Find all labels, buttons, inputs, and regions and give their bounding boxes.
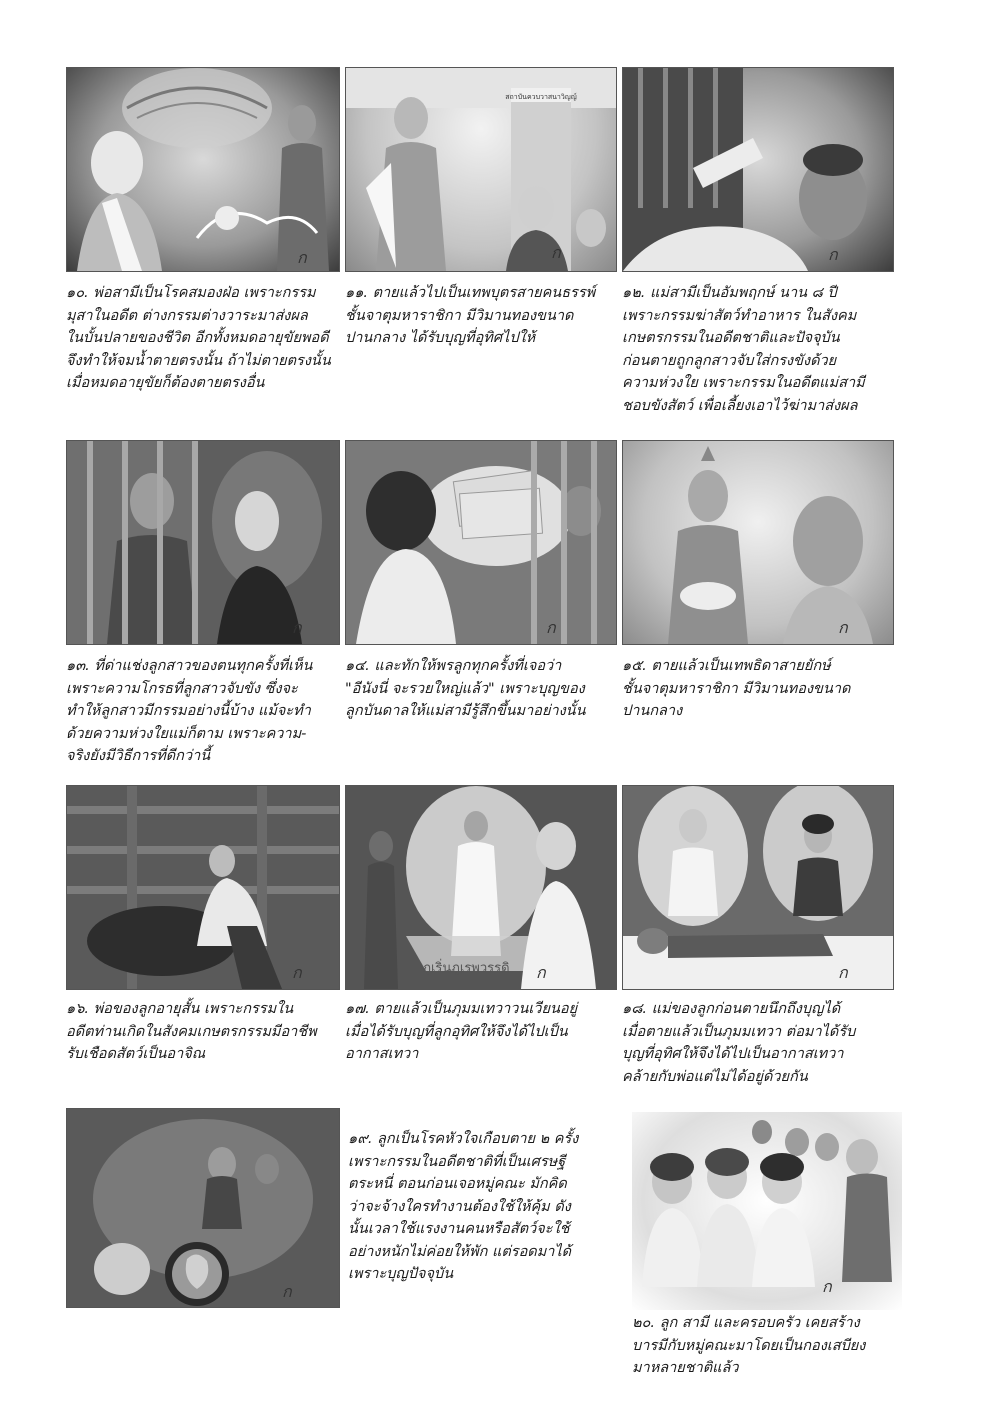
illustration-15 — [622, 440, 894, 645]
signature-mark: ก — [536, 963, 546, 982]
signature-mark: ก — [292, 963, 302, 982]
caption-20: ๒๐. ลูก สามี และครอบครัว เคยสร้าง บารมีกับหมู่คณะมาโดยเป็นกองเสบียง มาหลายชาติแล้ว — [632, 1315, 866, 1376]
signature-mark: ก — [292, 618, 302, 637]
caption-10: ๑๐. พ่อสามีเป็นโรคสมองฝ่อ เพราะกรรม มุสาในอดีต ต่างกรรมต่างวาระมาส่งผล ในบั้นปลายของชีวิต อีกทั้งหมดอายุขัยพอดี จึงทำให้จมน้ำตายตรงนั้น ถ้าไม่ตายตรงนั้น เมื่อหมดอายุขัยก็ต้องตายตรงอื่น — [66, 285, 331, 391]
signature-mark: ก — [838, 618, 848, 637]
signature-mark: ก — [546, 618, 556, 637]
illustration-20 — [632, 1112, 902, 1310]
caption-13: ๑๓. ที่ด่าแช่งลูกสาวของตนทุกครั้งที่เห็น เพราะความโกรธที่ลูกสาวจับขัง ซึ่งจะ ทำให้ลูกสาวมีกรรมอย่างนี้บ้าง แม้จะทำ ด้วยความห่วงใยแม่ก็ตาม เพราะความ- จริงยังมีวิธีการที่ดีกว่านี้ — [66, 658, 313, 764]
illustration-17 — [345, 785, 617, 990]
signature-mark: ก — [297, 248, 307, 267]
illustration-19 — [66, 1108, 340, 1308]
illustration-10 — [66, 67, 340, 272]
signature-mark: ก — [822, 1277, 832, 1296]
signature-mark: ก — [551, 243, 561, 262]
illustration-14 — [345, 440, 617, 645]
caption-11: ๑๑. ตายแล้วไปเป็นเทพบุตรสายคนธรรพ์ ชั้นจาตุมหาราชิกา มีวิมานทองขนาด ปานกลาง ได้รับบุญที่อุทิศไปให้ — [345, 285, 596, 346]
caption-16: ๑๖. พ่อของลูกอายุสั้น เพราะกรรมใน อดีตท่านเกิดในสังคมเกษตรกรรมมีอาชีพ รับเชือดสัตว์เป็นอาจิณ — [66, 1001, 317, 1062]
signature-mark: ก — [838, 963, 848, 982]
illustration-12 — [622, 67, 894, 272]
illustration-13 — [66, 440, 340, 645]
caption-19: ๑๙. ลูกเป็นโรคหัวใจเกือบตาย ๒ ครั้ง เพราะกรรมในอดีตชาติที่เป็นเศรษฐี ตระหนี่ ตอนก่อนเจอหมู่คณะ มักคิด ว่าจะจ้างใครทำงานต้องใช้ให้คุ้ม ดัง นั้นเวลาใช้แรงงานคนหรือสัตว์จะใช้ อย่างหนักไม่ค่อยให้พัก แต่รอดมาได้ เพราะบุญปัจจุบัน — [348, 1131, 579, 1282]
caption-12: ๑๒. แม่สามีเป็นอัมพฤกษ์ นาน ๘ ปี เพราะกรรมฆ่าสัตว์ทำอาหาร ในสังคม เกษตรกรรมในอดีตชาติและปัจจุบัน ก่อนตายถูกลูกสาวจับใส่กรงขังด้วย ความห่วงใย เพราะกรรมในอดีตแม่สามี ชอบขังสัตว์ เพื่อเลี้ยงเอาไว้ฆ่ามาส่งผล — [622, 285, 865, 414]
caption-17: ๑๗. ตายแล้วเป็นภุมมเทวาวนเวียนอยู่ เมื่อได้รับบุญที่ลูกอุทิศให้จึงได้ไปเป็น อากาสเทวา — [345, 1001, 578, 1062]
illustration-16 — [66, 785, 340, 990]
caption-18: ๑๘. แม่ของลูกก่อนตายนึกถึงบุญได้ เมื่อตายแล้วเป็นภุมมเทวา ต่อมาได้รับ บุญที่อุทิศให้จึงได้ไปเป็นอากาสเทวา คล้ายกับพ่อแต่ไม่ได้อยู่ด้วยกัน — [622, 1001, 856, 1085]
sign-11: สถาบันควบวาสนาวิญญ์ — [505, 93, 577, 101]
caption-15: ๑๕. ตายแล้วเป็นเทพธิดาสายยักษ์ ชั้นจาตุมหาราชิกา มีวิมานทองขนาด ปานกลาง — [622, 658, 851, 719]
illustration-18 — [622, 785, 894, 990]
signature-mark: ก — [828, 245, 838, 264]
sign-17: ภูเริ่นภูเรพวรรดิ — [422, 961, 510, 976]
caption-14: ๑๔. และทักให้พรลูกทุกครั้งที่เจอว่า "อีนังนี่ จะรวยใหญ่แล้ว" เพราะบุญของ ลูกบันดาลให้แม่สามีรู้สึกขึ้นมาอย่างนั้น — [345, 658, 586, 719]
illustration-11 — [345, 67, 617, 272]
signature-mark: ก — [282, 1282, 292, 1301]
